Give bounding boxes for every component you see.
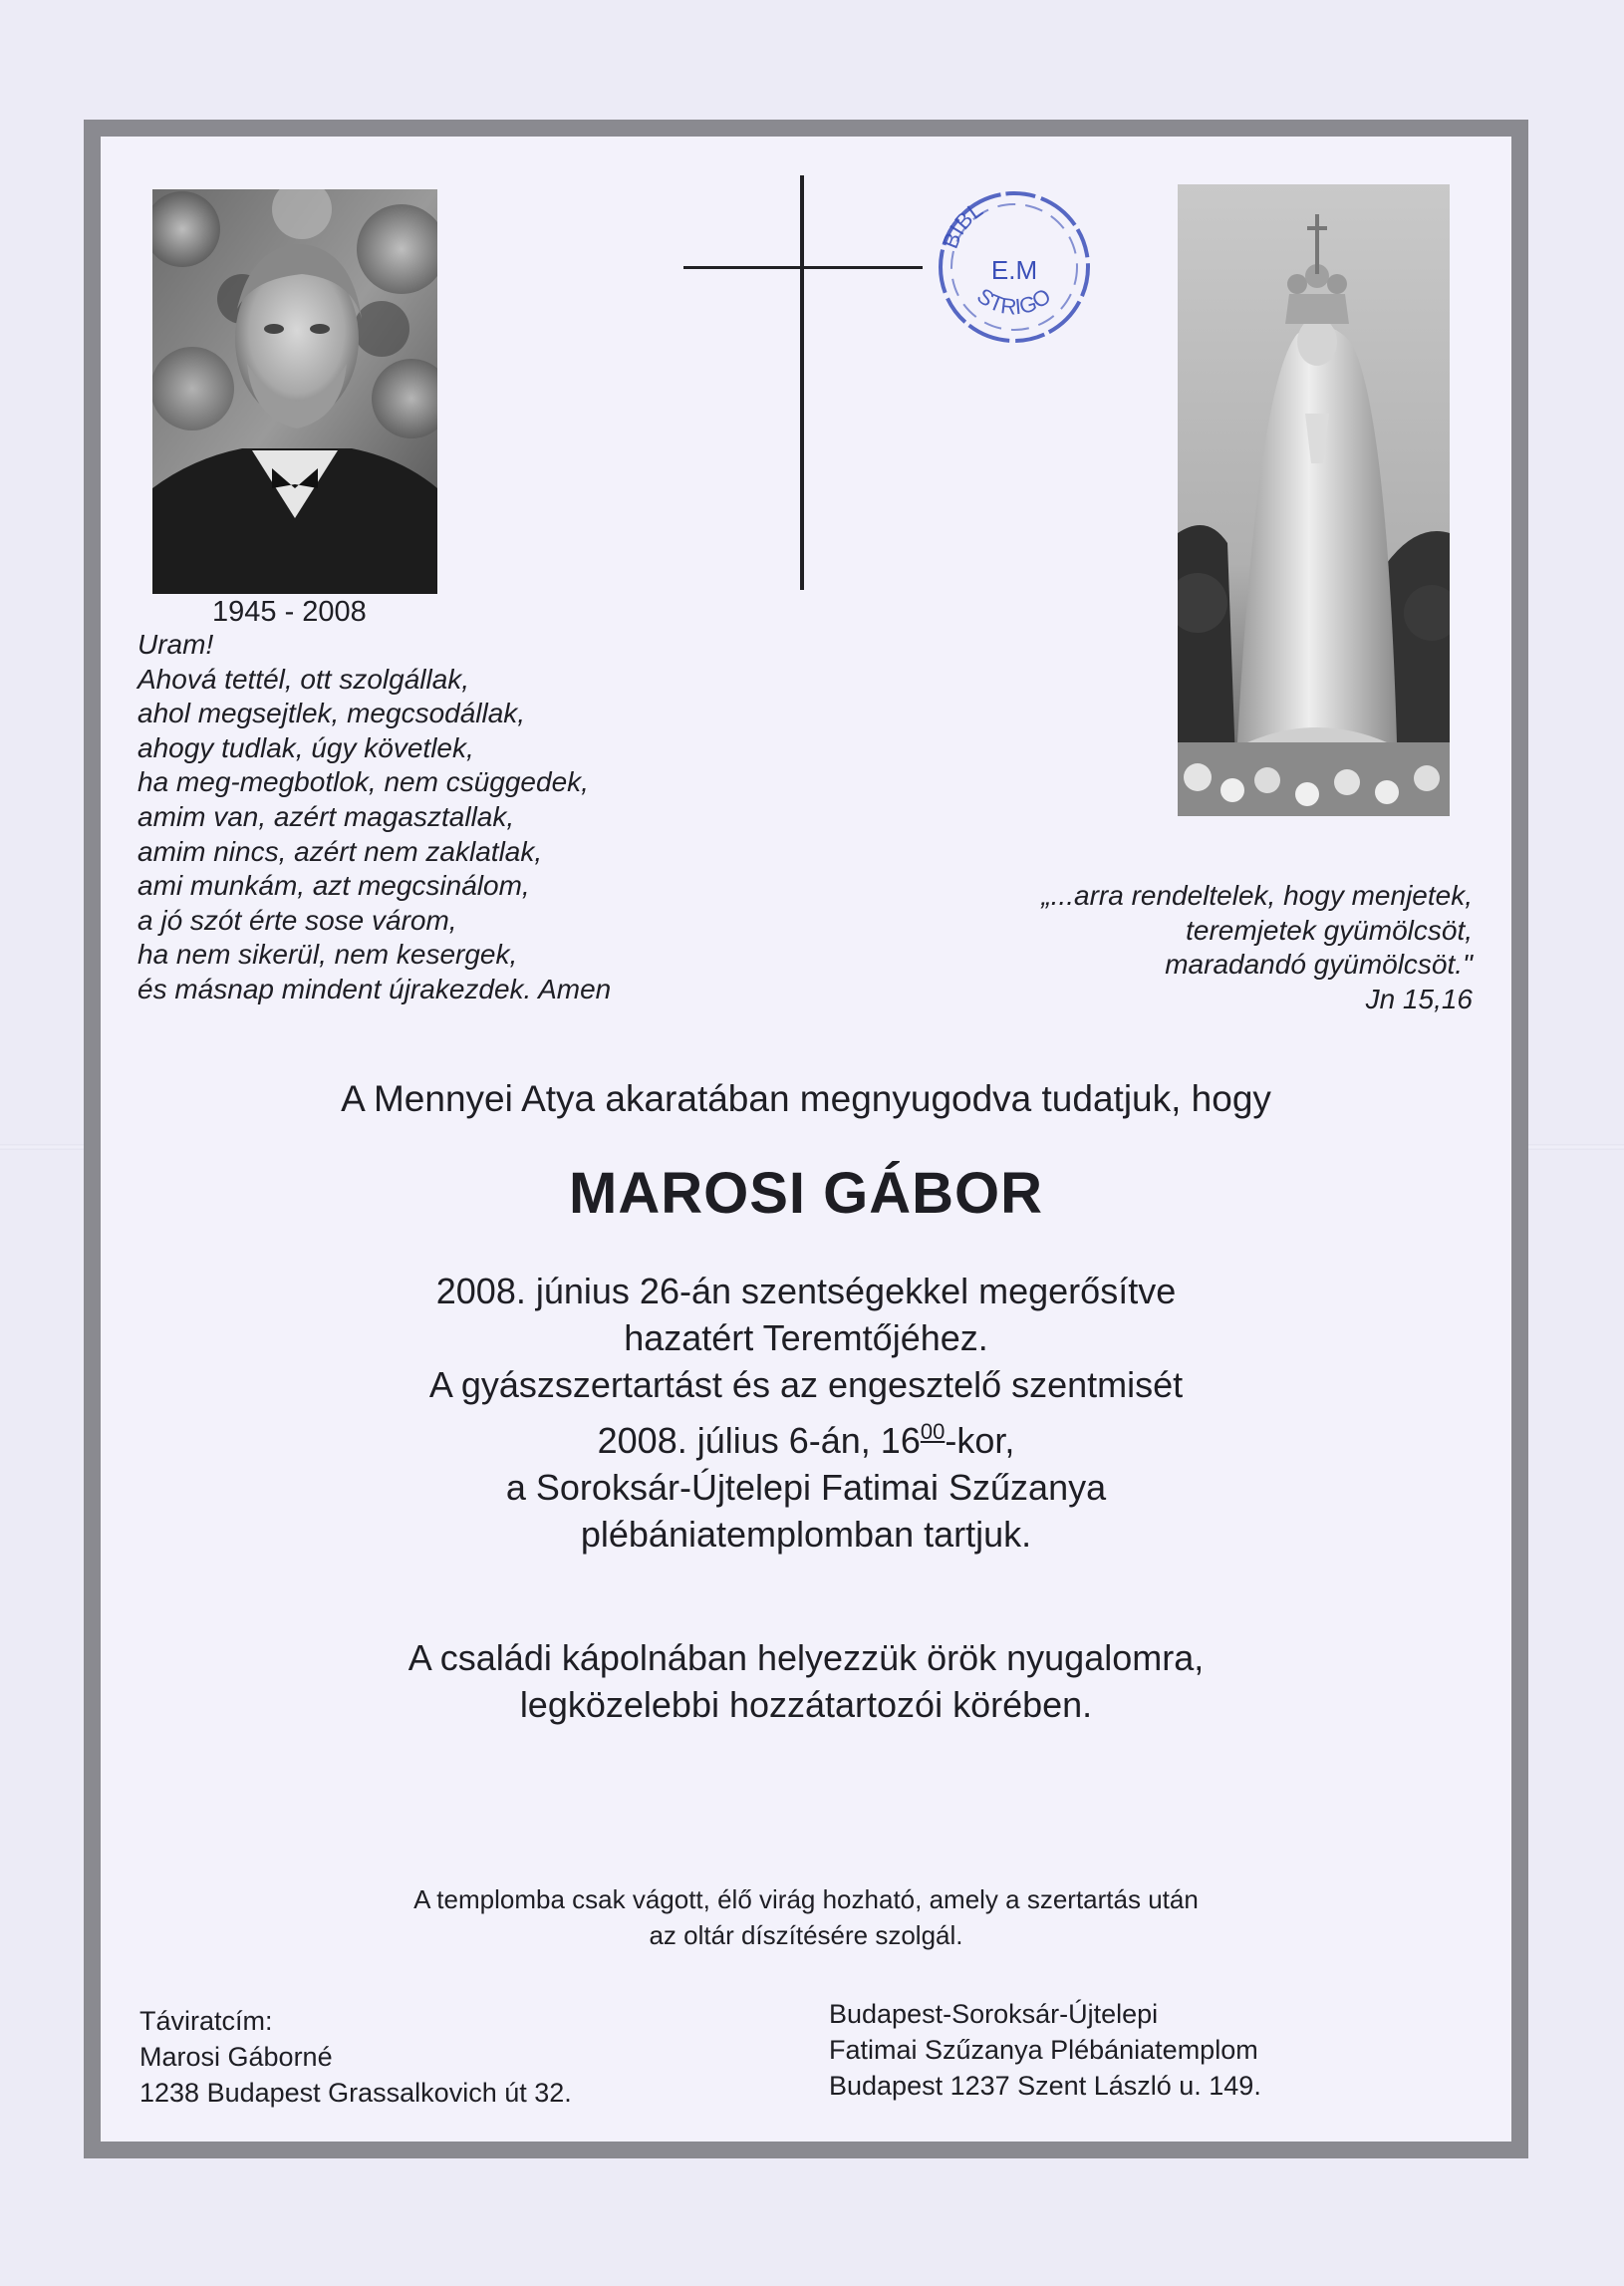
quote-line: teremjetek gyümölcsöt, bbox=[1186, 914, 1473, 946]
bible-quote bbox=[915, 879, 1473, 1016]
svg-text:STRIGO bbox=[972, 283, 1055, 320]
death-date-line: 2008. június 26-án szentségekkel megerősítve bbox=[435, 1271, 1177, 1311]
prayer-line: amim nincs, azért nem zaklatlak, bbox=[137, 835, 543, 867]
flowers-notice bbox=[101, 1881, 1511, 1953]
telegram-name: Marosi Gáborné bbox=[139, 2042, 333, 2072]
prayer-line: ami munkám, azt megcsinálom, bbox=[137, 870, 530, 902]
announcement-details bbox=[101, 1268, 1511, 1558]
prayer-line: Uram! bbox=[137, 629, 214, 660]
ceremony-line: A gyászszertartást és az engesztelő szentmisét bbox=[428, 1364, 1184, 1405]
church-address-line: Fatimai Szűzanya Plébániatemplom bbox=[829, 2035, 1258, 2065]
burial-notice bbox=[101, 1634, 1511, 1728]
deceased-name: MAROSI GÁBOR bbox=[569, 1161, 1043, 1226]
prayer-line: ha nem sikerül, nem kesergek, bbox=[137, 939, 518, 971]
church-line-2: plébániatemplomban tartjuk. bbox=[580, 1514, 1032, 1555]
prayer-line: és másnap mindent újrakezdek. Amen bbox=[137, 973, 612, 1004]
stamp-text-mid: E.M bbox=[990, 255, 1038, 285]
flowers-line: az oltár díszítésére szolgál. bbox=[649, 1920, 963, 1950]
prayer-line: ahogy tudlak, úgy követlek, bbox=[137, 731, 474, 763]
ceremony-date-line bbox=[101, 1408, 1511, 1464]
prayer-line: ahol megsejtlek, megcsodállak, bbox=[137, 698, 526, 729]
burial-line: A családi kápolnában helyezzük örök nyugalomra, bbox=[407, 1637, 1205, 1678]
library-stamp-icon bbox=[927, 179, 1102, 349]
quote-line: maradandó gyümölcsöt." bbox=[1165, 949, 1473, 980]
ceremony-minutes: 00 bbox=[920, 1419, 946, 1444]
prayer-line: ha meg-megbotlok, nem csüggedek, bbox=[137, 766, 589, 798]
portrait-image bbox=[152, 189, 437, 594]
church-address-line: Budapest-Soroksár-Újtelepi bbox=[829, 1999, 1159, 2029]
stamp-text-bottom: STRIGO bbox=[972, 282, 1056, 320]
church-address-line: Budapest 1237 Szent László u. 149. bbox=[829, 2071, 1261, 2101]
quote-reference: Jn 15,16 bbox=[1365, 983, 1473, 1014]
telegram-street: 1238 Budapest Grassalkovich út 32. bbox=[139, 2078, 572, 2108]
quote-line: „...arra rendeltelek, hogy menjetek, bbox=[1041, 880, 1473, 911]
fatima-statue-photo bbox=[1178, 184, 1450, 816]
prayer-poem bbox=[137, 628, 755, 1007]
prayer-line: Ahová tettél, ott szolgállak, bbox=[137, 663, 470, 695]
svg-text:BIBL bbox=[938, 197, 987, 252]
announcement-intro: A Mennyei Atya akaratában megnyugodva tudatjuk, hogy bbox=[341, 1078, 1271, 1119]
church-line: a Soroksár-Újtelepi Fatimai Szűzanya bbox=[505, 1467, 1107, 1508]
burial-line: legközelebbi hozzátartozói körében. bbox=[519, 1684, 1093, 1725]
portrait-photo bbox=[152, 189, 437, 594]
telegram-label: Táviratcím: bbox=[139, 2006, 273, 2036]
death-line-2: hazatért Teremtőjéhez. bbox=[624, 1317, 988, 1358]
cross-crossbar bbox=[683, 266, 923, 269]
church-address bbox=[829, 1996, 1261, 2104]
prayer-line: a jó szót érte sose várom, bbox=[137, 904, 457, 936]
statue-image bbox=[1178, 184, 1450, 816]
prayer-line: amim van, azért magasztallak, bbox=[137, 800, 515, 832]
ceremony-time-suffix: -kor, bbox=[945, 1420, 1015, 1461]
telegram-address bbox=[139, 2003, 572, 2111]
life-years: 1945 - 2008 bbox=[212, 596, 367, 628]
flowers-line: A templomba csak vágott, élő virág hozható, amely a szertartás után bbox=[413, 1884, 1199, 1914]
ceremony-date: 2008. július 6-án, 16 bbox=[597, 1420, 921, 1461]
stamp-text-top: BIBL bbox=[937, 196, 987, 252]
cross-icon bbox=[800, 175, 804, 590]
